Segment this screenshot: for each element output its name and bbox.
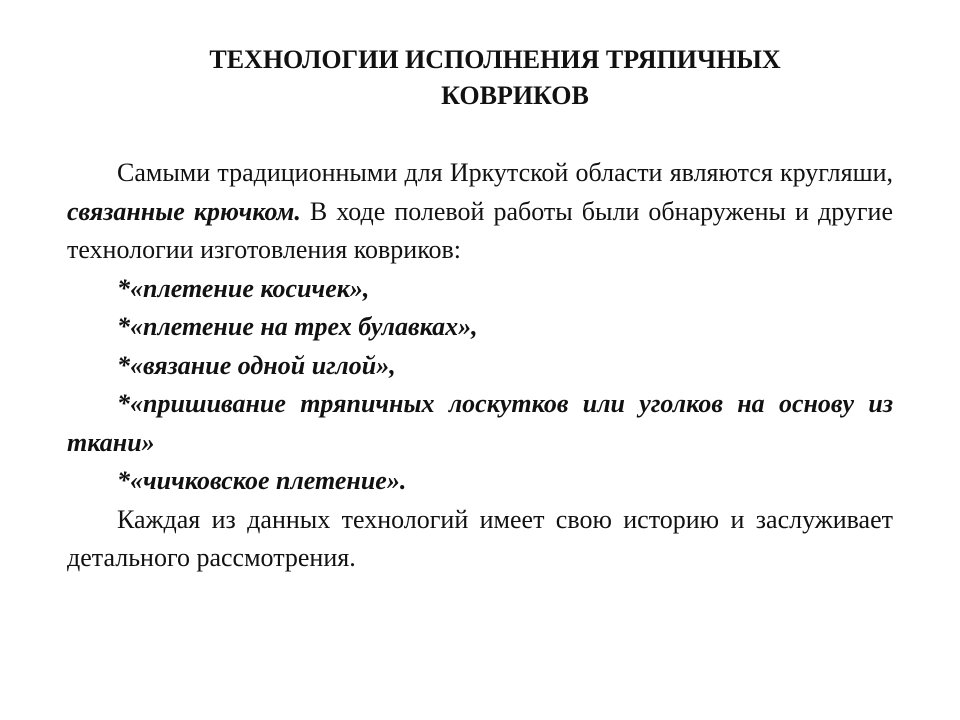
title-line-2: КОВРИКОВ	[441, 81, 589, 110]
list-item-one-needle: *«вязание одной иглой»,	[117, 350, 396, 380]
intro-text-2: В ходе полевой работы были обнаружены и другие технологии изготовления ковриков:	[67, 196, 893, 264]
intro-text-1: Самыми традиционными для Иркутской области являются кругляши,	[117, 158, 893, 187]
title-line-1: ТЕХНОЛОГИИ ИСПОЛНЕНИЯ ТРЯПИЧНЫХ	[209, 45, 781, 74]
conclusion-paragraph: Каждая из данных технологий имеет свою историю и заслуживает детального рассмотрения.	[67, 504, 893, 572]
slide-body	[67, 154, 893, 578]
slide-title	[120, 42, 890, 114]
intro-paragraph	[67, 154, 893, 270]
list-item-sewing-patches: *«пришивание тряпичных лоскутков или уголков на основу из ткани»	[67, 389, 893, 457]
list-item-braiding: *«плетение косичек»,	[117, 273, 370, 303]
list-item-three-pins: *«плетение на трех булавках»,	[117, 312, 478, 341]
intro-emphasis: связанные крючком.	[67, 196, 301, 226]
list-item-chichkov: *«чичковское плетение».	[117, 466, 407, 495]
